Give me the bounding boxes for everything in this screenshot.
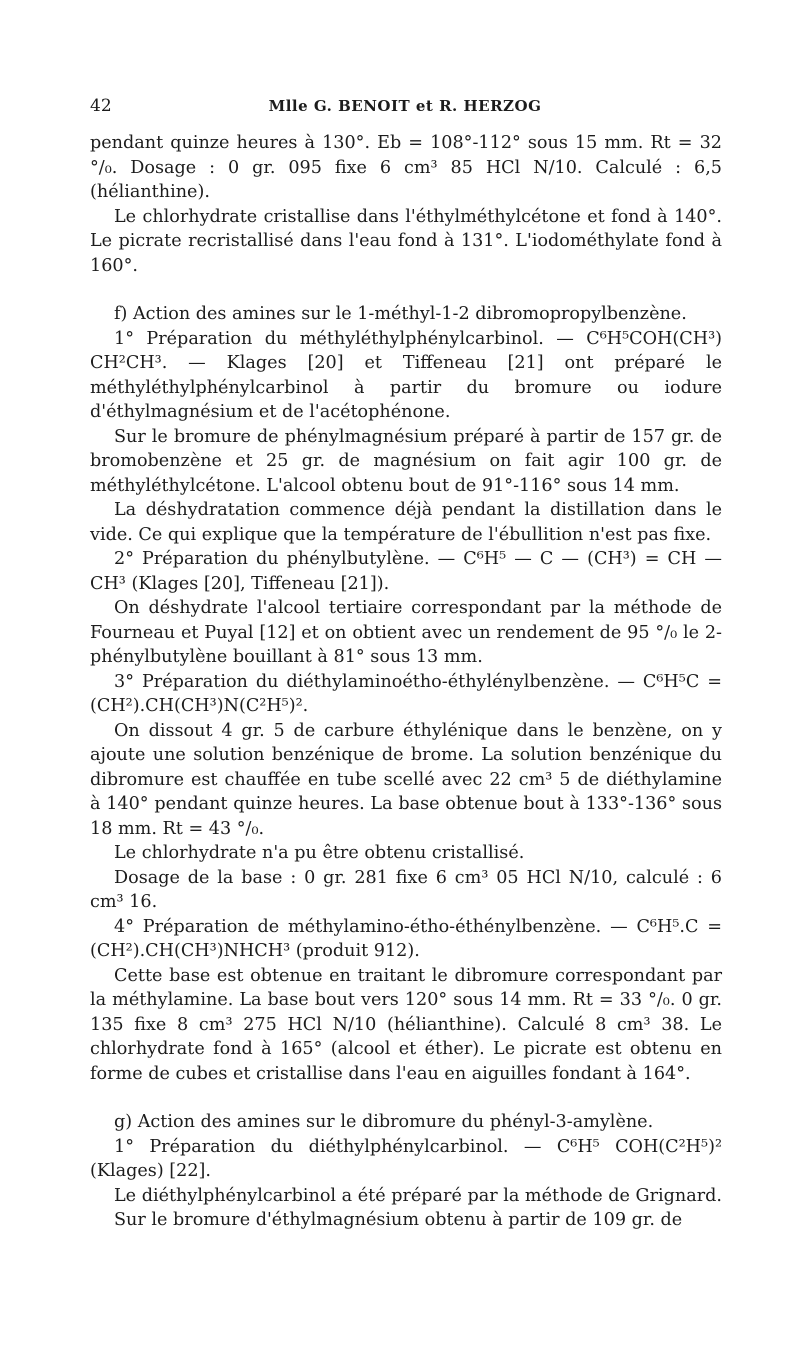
paragraph: 3° Préparation du diéthylaminoétho-éthylénylbenzène. — C⁶H⁵C = (CH²).CH(CH³)N(C²H⁵)².: [90, 671, 722, 716]
paragraph: 1° Préparation du méthyléthylphénylcarbinol. — C⁶H⁵COH(CH³) CH²CH³. — Klages [20] et Tiffeneau [21] ont préparé le méthyléthylphénylcarbinol à partir du bromure ou iodure d'éthylmagnésium et de l'acétophénone.: [90, 328, 722, 422]
paragraph: Cette base est obtenue en traitant le dibromure correspondant par la méthylamine. La base bout vers 120° sous 14 mm. Rt = 33 °/₀. 0 gr. 135 fixe 8 cm³ 275 HCl N/10 (hélianthine). Calculé 8 cm³ 38. Le chlorhydrate fond à 165° (alcool et éther). Le picrate est obtenu en forme de cubes et cristallise dans l'eau en aiguilles fondant à 164°.: [90, 965, 722, 1084]
page-header: [90, 96, 720, 118]
section-heading: f) Action des amines sur le 1-méthyl-1-2 dibromopropylbenzène.: [114, 304, 687, 324]
paragraph: Le chlorhydrate cristallise dans l'éthylméthylcétone et fond à 140°. Le picrate recristallisé dans l'eau fond à 131°. L'iodométhylate fond à 160°.: [90, 206, 722, 276]
section-heading: g) Action des amines sur le dibromure du phényl-3-amylène.: [114, 1112, 654, 1132]
page-number: 42: [90, 96, 112, 116]
paragraph: Dosage de la base : 0 gr. 281 fixe 6 cm³ 05 HCl N/10, calculé : 6 cm³ 16.: [90, 867, 722, 912]
paragraph: On dissout 4 gr. 5 de carbure éthylénique dans le benzène, on y ajoute une solution benzénique de brome. La solution benzénique du dibromure est chauffée en tube scellé avec 22 cm³ 5 de diéthylamine à 140° pendant quinze heures. La base obtenue bout à 133°-136° sous 18 mm. Rt = 43 °/₀.: [90, 720, 722, 839]
paragraph: Sur le bromure d'éthylmagnésium obtenu à partir de 109 gr. de: [114, 1210, 683, 1230]
body-text: [90, 131, 722, 1233]
paragraph: On déshydrate l'alcool tertiaire correspondant par la méthode de Fourneau et Puyal [12] et on obtient avec un rendement de 95 °/₀ le 2-phénylbutylène bouillant à 81° sous 13 mm.: [90, 598, 722, 667]
paragraph: 2° Préparation du phénylbutylène. — C⁶H⁵ — C — (CH³) = CH — CH³ (Klages [20], Tiffeneau [21]).: [90, 549, 722, 594]
paragraph: La déshydratation commence déjà pendant la distillation dans le vide. Ce qui explique que la température de l'ébullition n'est pas fixe.: [90, 500, 722, 545]
paragraph: 1° Préparation du diéthylphénylcarbinol. — C⁶H⁵ COH(C²H⁵)² (Klages) [22].: [90, 1136, 722, 1181]
paragraph: Le diéthylphénylcarbinol a été préparé par la méthode de Grignard.: [114, 1185, 722, 1206]
paragraph: Sur le bromure de phénylmagnésium préparé à partir de 157 gr. de bromobenzène et 25 gr. de magnésium on fait agir 100 gr. de méthyléthylcétone. L'alcool obtenu bout de 91°-116° sous 14 mm.: [90, 426, 722, 496]
paragraph: Le chlorhydrate n'a pu être obtenu cristallisé.: [114, 843, 525, 863]
paragraph: pendant quinze heures à 130°. Eb = 108°-112° sous 15 mm. Rt = 32 °/₀. Dosage : 0 gr. 095 fixe 6 cm³ 85 HCl N/10. Calculé : 6,5 (hélianthine).: [90, 133, 722, 202]
running-head: Mlle G. BENOIT et R. HERZOG: [268, 97, 542, 115]
paragraph: 4° Préparation de méthylamino-étho-éthénylbenzène. — C⁶H⁵.C = (CH²).CH(CH³)NHCH³ (produit 912).: [90, 916, 722, 961]
